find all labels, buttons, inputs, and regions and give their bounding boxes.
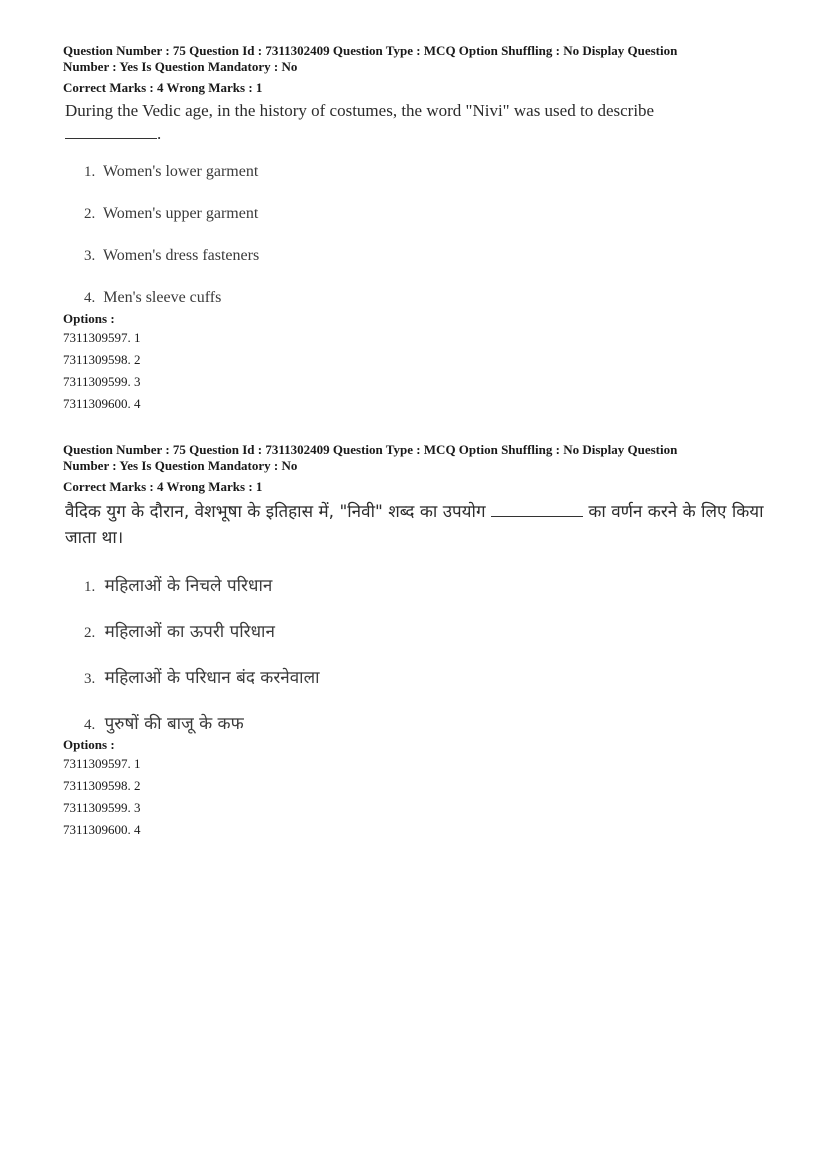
question-text <box>63 99 768 145</box>
choice-number: 2. <box>84 206 96 222</box>
option-id-row: 7311309600. 4 <box>63 822 141 837</box>
choice-list <box>63 563 768 747</box>
question-meta-line-1: Question Number : 75 Question Id : 7311302409 Question Type : MCQ Option Shuffling : No Display Question <box>63 43 678 58</box>
choice-text: महिलाओं के निचले परिधान <box>104 576 273 596</box>
choice-number: 3. <box>84 248 96 264</box>
answer-blank <box>65 123 157 139</box>
question-marks: Correct Marks : 4 Wrong Marks : 1 <box>63 479 263 494</box>
question-meta-line-2: Number : Yes Is Question Mandatory : No <box>63 458 298 473</box>
choice-item <box>63 563 768 609</box>
answer-blank <box>491 501 583 517</box>
option-id-row: 7311309599. 3 <box>63 800 141 815</box>
choice-text: Men's sleeve cuffs <box>103 289 222 306</box>
question-text <box>63 499 768 551</box>
question-text-before-blank: During the Vedic age, in the history of costumes, the word "Nivi" was used to describe <box>65 101 655 120</box>
choice-number: 4. <box>84 290 96 306</box>
option-id-row: 7311309599. 3 <box>63 374 141 389</box>
question-text-before-blank: वैदिक युग के दौरान, वेशभूषा के इतिहास में, "निवी" शब्द का उपयोग <box>65 502 486 522</box>
choice-list <box>63 151 768 319</box>
option-id-row: 7311309597. 1 <box>63 756 141 771</box>
option-id-row: 7311309598. 2 <box>63 778 141 793</box>
question-meta-line-1: Question Number : 75 Question Id : 7311302409 Question Type : MCQ Option Shuffling : No Display Question <box>63 442 678 457</box>
question-meta-line-2: Number : Yes Is Question Mandatory : No <box>63 59 298 74</box>
option-id-row: 7311309598. 2 <box>63 352 141 367</box>
question-text-after-blank: . <box>157 124 162 143</box>
choice-text: महिलाओं के परिधान बंद करनेवाला <box>104 668 320 688</box>
options-label: Options : <box>63 311 115 326</box>
choice-text: महिलाओं का ऊपरी परिधान <box>104 622 275 642</box>
options-label: Options : <box>63 737 115 752</box>
choice-number: 1. <box>84 579 96 595</box>
option-id-row: 7311309600. 4 <box>63 396 141 411</box>
choice-item <box>63 235 768 277</box>
choice-item <box>63 193 768 235</box>
choice-number: 2. <box>84 625 96 641</box>
choice-text: पुरुषों की बाजू के कफ <box>104 714 244 734</box>
choice-text: Women's upper garment <box>102 205 259 222</box>
question-marks: Correct Marks : 4 Wrong Marks : 1 <box>63 80 263 95</box>
choice-item <box>63 151 768 193</box>
choice-item <box>63 609 768 655</box>
question-block-hindi <box>63 442 768 841</box>
question-block-english <box>63 43 768 415</box>
question-text-after-blank: का वर्णन करने के लिए किया जाता था। <box>65 502 764 548</box>
choice-text: Women's dress fasteners <box>102 247 260 264</box>
choice-text: Women's lower garment <box>102 163 259 180</box>
choice-number: 3. <box>84 671 96 687</box>
choice-number: 4. <box>84 717 96 733</box>
option-id-row: 7311309597. 1 <box>63 330 141 345</box>
choice-item <box>63 655 768 701</box>
choice-number: 1. <box>84 164 96 180</box>
